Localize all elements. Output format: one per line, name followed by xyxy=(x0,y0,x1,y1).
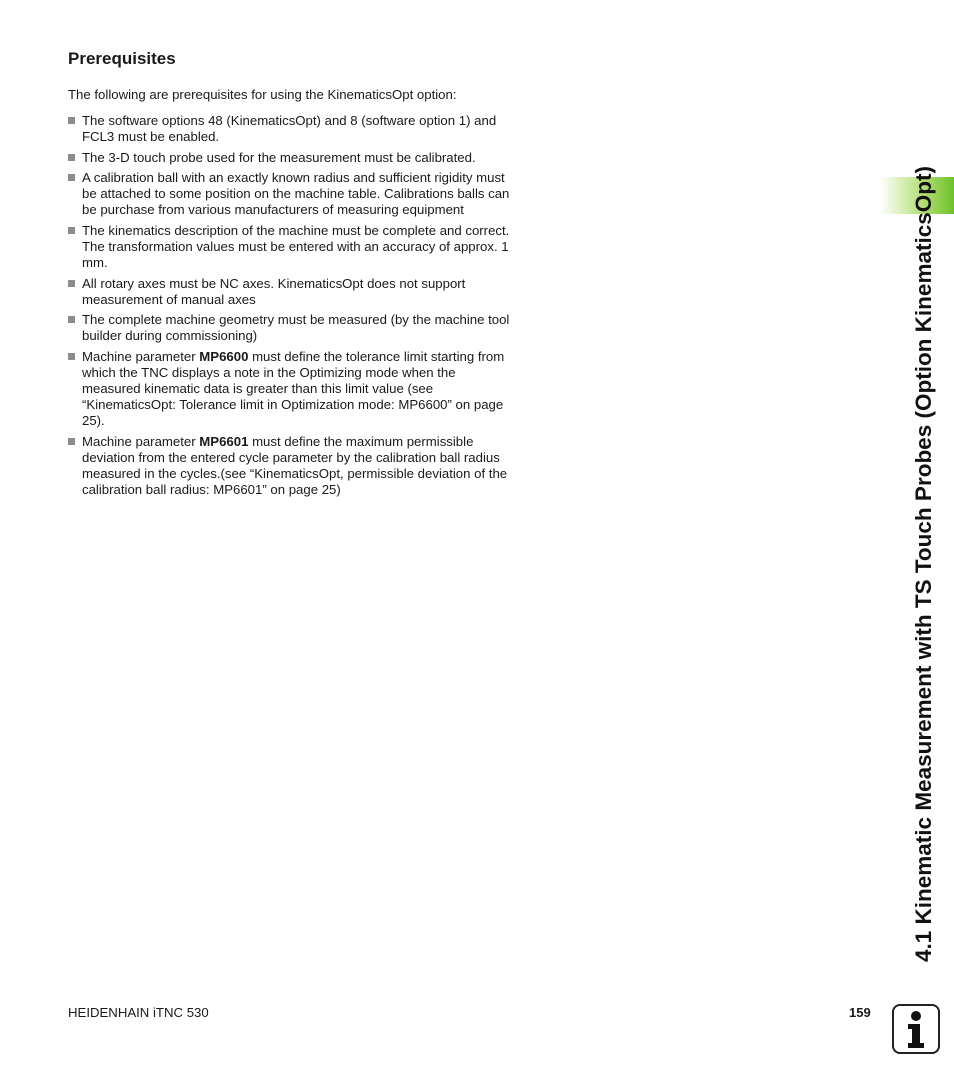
bullet-square-icon xyxy=(68,154,75,161)
list-item xyxy=(68,434,513,498)
bullet-square-icon xyxy=(68,117,75,124)
machine-parameter-mp6601: MP6601 xyxy=(199,433,249,449)
list-item-text-suffix: must define the tolerance limit starting from which the TNC displays a note in the Optimizing mode when the measured kinematic data is greater than this limit value (see “KinematicsOpt: Tolerance limit in Optimization mode: MP6600” on page 25). xyxy=(82,349,505,429)
bullet-square-icon xyxy=(68,316,75,323)
list-item-text: The 3-D touch probe used for the measurement must be calibrated. xyxy=(82,149,476,165)
list-item-text-prefix: Machine parameter xyxy=(82,349,200,365)
list-item-text: All rotary axes must be NC axes. KinematicsOpt does not support measurement of manual axes xyxy=(82,275,466,307)
list-item xyxy=(68,113,513,145)
list-item-text: The kinematics description of the machine must be complete and correct. The transformation values must be entered with an accuracy of approx. 1 mm. xyxy=(82,223,510,271)
info-icon-glyph xyxy=(894,1006,938,1052)
list-item xyxy=(68,276,513,308)
section-heading: Prerequisites xyxy=(68,49,176,68)
list-item-text: The complete machine geometry must be measured (by the machine tool builder during commissioning) xyxy=(82,312,510,344)
list-item-text: A calibration ball with an exactly known radius and sufficient rigidity must be attached to some position on the machine table. Calibrations balls can be purchase from various manufacturers of measuring equipment xyxy=(82,170,510,218)
bullet-square-icon xyxy=(68,227,75,234)
bullet-square-icon xyxy=(68,438,75,445)
list-item xyxy=(68,312,513,344)
bullet-square-icon xyxy=(68,174,75,181)
footer-product-name: HEIDENHAIN iTNC 530 xyxy=(68,1005,209,1020)
bullet-square-icon xyxy=(68,353,75,360)
chapter-side-title: 4.1 Kinematic Measurement with TS Touch Probes (Option KinematicsOpt) xyxy=(911,166,936,962)
bullet-square-icon xyxy=(68,280,75,287)
list-item xyxy=(68,349,513,429)
info-icon xyxy=(892,1004,940,1054)
page-number: 159 xyxy=(849,1005,871,1020)
intro-text: The following are prerequisites for using the KinematicsOpt option: xyxy=(68,87,457,102)
list-item-text: The software options 48 (KinematicsOpt) and 8 (software option 1) and FCL3 must be enabled. xyxy=(82,113,497,144)
list-item-text-suffix: must define the maximum permissible deviation from the entered cycle parameter by the calibration ball radius measured in the cycles.(see “KinematicsOpt, permissible deviation of the calibration ball radius: MP6601” on page 25) xyxy=(82,433,508,497)
list-item-text-prefix: Machine parameter xyxy=(82,433,200,449)
prerequisites-list xyxy=(68,113,513,503)
list-item xyxy=(68,150,513,166)
list-item xyxy=(68,223,513,271)
list-item xyxy=(68,170,513,218)
machine-parameter-mp6600: MP6600 xyxy=(199,349,249,365)
